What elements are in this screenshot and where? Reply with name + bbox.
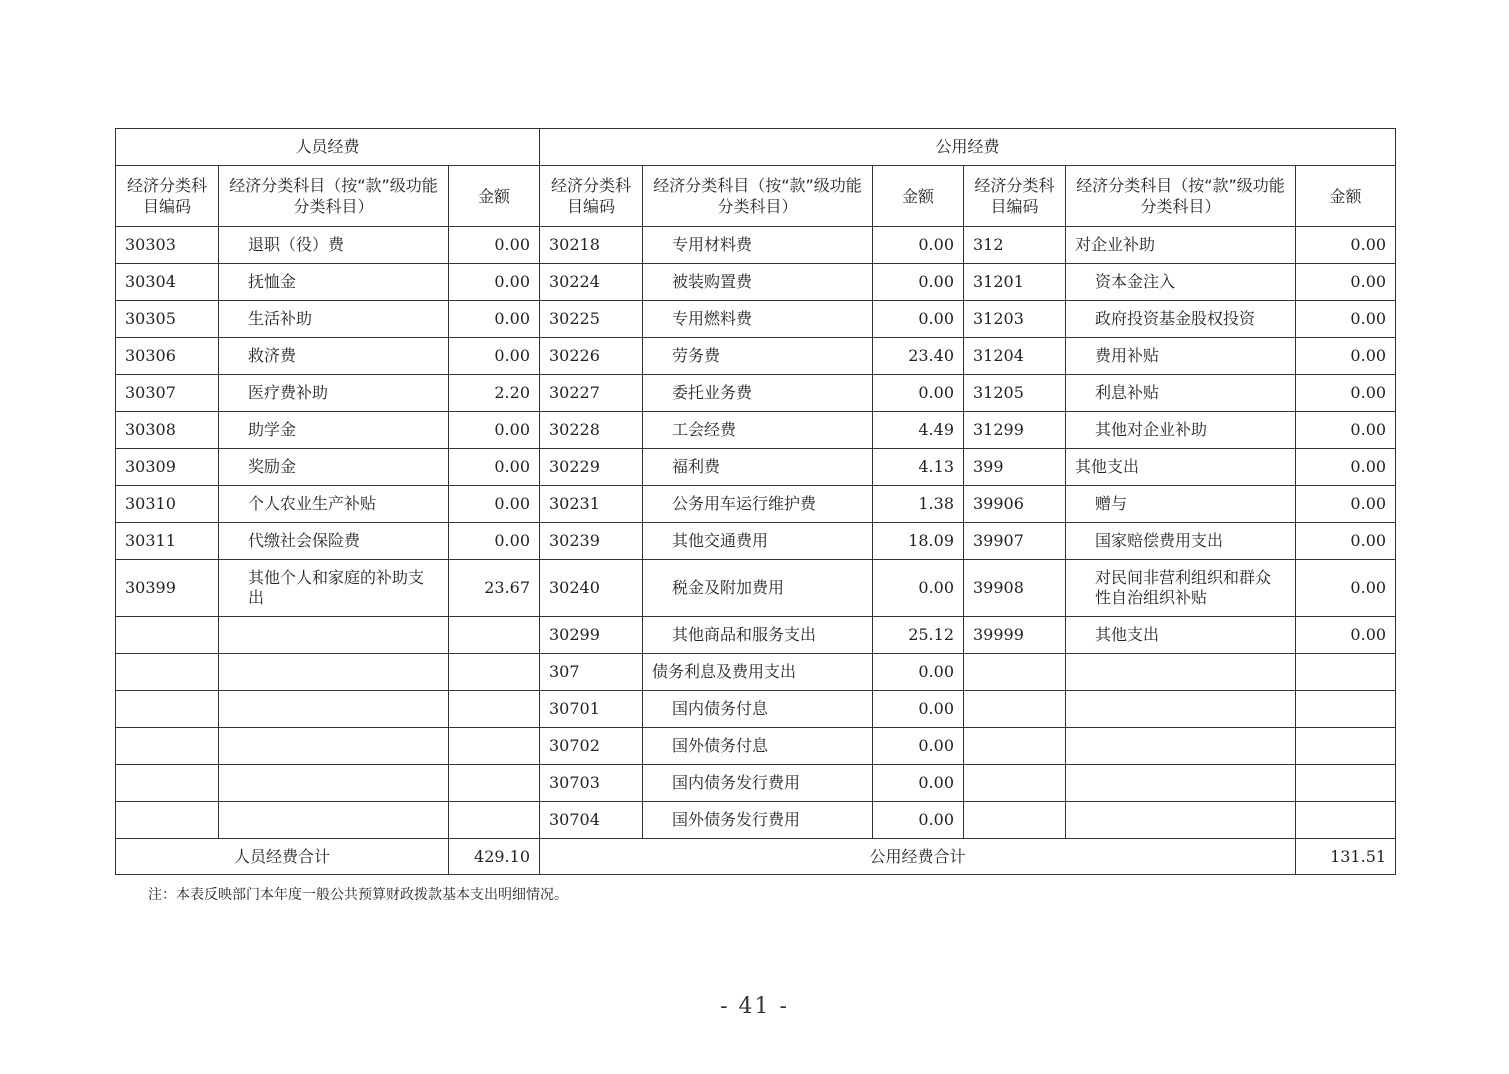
- header-amount: 金额: [873, 166, 964, 227]
- table-row: [116, 765, 1396, 802]
- name-cell: 被装购置费: [643, 264, 873, 301]
- code-cell: 30228: [540, 412, 643, 449]
- header-amount: 金额: [449, 166, 540, 227]
- code-cell: [964, 728, 1066, 765]
- amount-cell: 0.00: [873, 728, 964, 765]
- name-cell: 国外债务付息: [643, 728, 873, 765]
- personnel-total-value: 429.10: [449, 839, 540, 875]
- name-cell: 国内债务发行费用: [643, 765, 873, 802]
- group-personnel: 人员经费: [116, 129, 540, 166]
- name-cell: 利息补贴: [1066, 375, 1296, 412]
- code-cell: 30239: [540, 523, 643, 560]
- code-cell: [116, 728, 219, 765]
- code-cell: 30399: [116, 560, 219, 617]
- code-cell: [964, 802, 1066, 839]
- header-amount: 金额: [1296, 166, 1396, 227]
- code-cell: 30218: [540, 227, 643, 264]
- code-cell: [116, 802, 219, 839]
- amount-cell: 4.13: [873, 449, 964, 486]
- header-name: 经济分类科目（按“款”级功能分类科目）: [219, 166, 449, 227]
- amount-cell: 0.00: [873, 654, 964, 691]
- table-body: [116, 227, 1396, 839]
- code-cell: 31299: [964, 412, 1066, 449]
- name-cell: 对企业补助: [1066, 227, 1296, 264]
- code-cell: 399: [964, 449, 1066, 486]
- amount-cell: 0.00: [449, 449, 540, 486]
- code-cell: 30304: [116, 264, 219, 301]
- header-code: 经济分类科目编码: [116, 166, 219, 227]
- name-cell: 赠与: [1066, 486, 1296, 523]
- column-header-row: [116, 166, 1396, 227]
- code-cell: 30702: [540, 728, 643, 765]
- code-cell: 307: [540, 654, 643, 691]
- amount-cell: 0.00: [873, 301, 964, 338]
- code-cell: 30299: [540, 617, 643, 654]
- amount-cell: 0.00: [1296, 617, 1396, 654]
- table-note: 注：本表反映部门本年度一般公共预算财政拨款基本支出明细情况。: [148, 887, 568, 903]
- code-cell: 39907: [964, 523, 1066, 560]
- amount-cell: 0.00: [449, 486, 540, 523]
- amount-cell: 23.67: [449, 560, 540, 617]
- code-cell: 31205: [964, 375, 1066, 412]
- amount-cell: 0.00: [1296, 375, 1396, 412]
- code-cell: [116, 691, 219, 728]
- name-cell: 公务用车运行维护费: [643, 486, 873, 523]
- table-row: [116, 728, 1396, 765]
- table-row: [116, 264, 1396, 301]
- amount-cell: [449, 802, 540, 839]
- code-cell: [116, 765, 219, 802]
- name-cell: 退职（役）费: [219, 227, 449, 264]
- amount-cell: 0.00: [873, 802, 964, 839]
- name-cell: [1066, 728, 1296, 765]
- amount-cell: [449, 617, 540, 654]
- name-cell: 专用燃料费: [643, 301, 873, 338]
- name-cell: 对民间非营利组织和群众性自治组织补贴: [1066, 560, 1296, 617]
- amount-cell: [1296, 765, 1396, 802]
- name-cell: 奖励金: [219, 449, 449, 486]
- name-cell: 个人农业生产补贴: [219, 486, 449, 523]
- header-name: 经济分类科目（按“款”级功能分类科目）: [1066, 166, 1296, 227]
- code-cell: 312: [964, 227, 1066, 264]
- header-code: 经济分类科目编码: [964, 166, 1066, 227]
- code-cell: 30240: [540, 560, 643, 617]
- code-cell: 30305: [116, 301, 219, 338]
- name-cell: 其他支出: [1066, 449, 1296, 486]
- name-cell: 债务利息及费用支出: [643, 654, 873, 691]
- amount-cell: [1296, 691, 1396, 728]
- name-cell: [219, 802, 449, 839]
- amount-cell: 0.00: [1296, 560, 1396, 617]
- name-cell: 专用材料费: [643, 227, 873, 264]
- amount-cell: 0.00: [1296, 523, 1396, 560]
- table-row: [116, 486, 1396, 523]
- header-code: 经济分类科目编码: [540, 166, 643, 227]
- expenditure-table-container: [115, 128, 1395, 875]
- name-cell: 其他对企业补助: [1066, 412, 1296, 449]
- amount-cell: 0.00: [1296, 227, 1396, 264]
- amount-cell: 0.00: [1296, 412, 1396, 449]
- table-row: [116, 412, 1396, 449]
- amount-cell: 25.12: [873, 617, 964, 654]
- code-cell: 30226: [540, 338, 643, 375]
- name-cell: 政府投资基金股权投资: [1066, 301, 1296, 338]
- code-cell: 30227: [540, 375, 643, 412]
- code-cell: 31201: [964, 264, 1066, 301]
- name-cell: 助学金: [219, 412, 449, 449]
- name-cell: 其他个人和家庭的补助支出: [219, 560, 449, 617]
- name-cell: 资本金注入: [1066, 264, 1296, 301]
- name-cell: 国家赔偿费用支出: [1066, 523, 1296, 560]
- name-cell: 国内债务付息: [643, 691, 873, 728]
- table-row: [116, 654, 1396, 691]
- code-cell: 30308: [116, 412, 219, 449]
- code-cell: [964, 654, 1066, 691]
- table-row: [116, 227, 1396, 264]
- public-total-value: 131.51: [1296, 839, 1396, 875]
- table-row: [116, 691, 1396, 728]
- name-cell: 福利费: [643, 449, 873, 486]
- name-cell: [219, 691, 449, 728]
- amount-cell: 0.00: [449, 412, 540, 449]
- amount-cell: 0.00: [873, 375, 964, 412]
- name-cell: 国外债务发行费用: [643, 802, 873, 839]
- table-row: [116, 802, 1396, 839]
- code-cell: 30310: [116, 486, 219, 523]
- code-cell: 31203: [964, 301, 1066, 338]
- name-cell: 工会经费: [643, 412, 873, 449]
- name-cell: [1066, 654, 1296, 691]
- code-cell: 31204: [964, 338, 1066, 375]
- personnel-total-label: 人员经费合计: [116, 839, 449, 875]
- name-cell: [1066, 691, 1296, 728]
- table-row: [116, 523, 1396, 560]
- name-cell: 医疗费补助: [219, 375, 449, 412]
- code-cell: 30303: [116, 227, 219, 264]
- amount-cell: 0.00: [449, 523, 540, 560]
- code-cell: 30229: [540, 449, 643, 486]
- code-cell: [964, 691, 1066, 728]
- amount-cell: 0.00: [449, 264, 540, 301]
- amount-cell: 23.40: [873, 338, 964, 375]
- name-cell: [1066, 765, 1296, 802]
- code-cell: 30703: [540, 765, 643, 802]
- code-cell: [116, 654, 219, 691]
- table-row: [116, 375, 1396, 412]
- code-cell: 39999: [964, 617, 1066, 654]
- name-cell: [219, 728, 449, 765]
- name-cell: 代缴社会保险费: [219, 523, 449, 560]
- code-cell: [964, 765, 1066, 802]
- amount-cell: [449, 654, 540, 691]
- code-cell: 30224: [540, 264, 643, 301]
- table-row: [116, 560, 1396, 617]
- amount-cell: 0.00: [873, 765, 964, 802]
- code-cell: 30225: [540, 301, 643, 338]
- amount-cell: 0.00: [873, 264, 964, 301]
- amount-cell: [1296, 802, 1396, 839]
- name-cell: 抚恤金: [219, 264, 449, 301]
- totals-row: [116, 839, 1396, 875]
- name-cell: 其他商品和服务支出: [643, 617, 873, 654]
- amount-cell: 0.00: [449, 227, 540, 264]
- amount-cell: 0.00: [449, 338, 540, 375]
- amount-cell: 0.00: [873, 691, 964, 728]
- name-cell: 委托业务费: [643, 375, 873, 412]
- name-cell: [1066, 802, 1296, 839]
- group-public: 公用经费: [540, 129, 1396, 166]
- amount-cell: [1296, 728, 1396, 765]
- amount-cell: [449, 765, 540, 802]
- code-cell: 30307: [116, 375, 219, 412]
- amount-cell: 0.00: [449, 301, 540, 338]
- name-cell: 生活补助: [219, 301, 449, 338]
- amount-cell: [449, 728, 540, 765]
- amount-cell: 2.20: [449, 375, 540, 412]
- table-row: [116, 617, 1396, 654]
- amount-cell: 0.00: [873, 227, 964, 264]
- name-cell: 劳务费: [643, 338, 873, 375]
- amount-cell: 0.00: [1296, 301, 1396, 338]
- amount-cell: 0.00: [1296, 264, 1396, 301]
- amount-cell: 0.00: [1296, 486, 1396, 523]
- name-cell: [219, 617, 449, 654]
- code-cell: 30306: [116, 338, 219, 375]
- code-cell: [116, 617, 219, 654]
- expenditure-table: [115, 128, 1396, 875]
- amount-cell: 18.09: [873, 523, 964, 560]
- code-cell: 30309: [116, 449, 219, 486]
- table-row: [116, 301, 1396, 338]
- amount-cell: [449, 691, 540, 728]
- table-row: [116, 338, 1396, 375]
- code-cell: 39906: [964, 486, 1066, 523]
- code-cell: 30231: [540, 486, 643, 523]
- name-cell: 救济费: [219, 338, 449, 375]
- name-cell: 税金及附加费用: [643, 560, 873, 617]
- amount-cell: 0.00: [873, 560, 964, 617]
- header-name: 经济分类科目（按“款”级功能分类科目）: [643, 166, 873, 227]
- page-number: - 41 -: [720, 994, 789, 1019]
- code-cell: 30701: [540, 691, 643, 728]
- group-header-row: [116, 129, 1396, 166]
- public-total-label: 公用经费合计: [540, 839, 1296, 875]
- code-cell: 30704: [540, 802, 643, 839]
- amount-cell: 1.38: [873, 486, 964, 523]
- amount-cell: 0.00: [1296, 449, 1396, 486]
- code-cell: 30311: [116, 523, 219, 560]
- name-cell: 其他交通费用: [643, 523, 873, 560]
- code-cell: 39908: [964, 560, 1066, 617]
- name-cell: [219, 765, 449, 802]
- amount-cell: [1296, 654, 1396, 691]
- name-cell: 其他支出: [1066, 617, 1296, 654]
- name-cell: [219, 654, 449, 691]
- name-cell: 费用补贴: [1066, 338, 1296, 375]
- table-row: [116, 449, 1396, 486]
- amount-cell: 0.00: [1296, 338, 1396, 375]
- amount-cell: 4.49: [873, 412, 964, 449]
